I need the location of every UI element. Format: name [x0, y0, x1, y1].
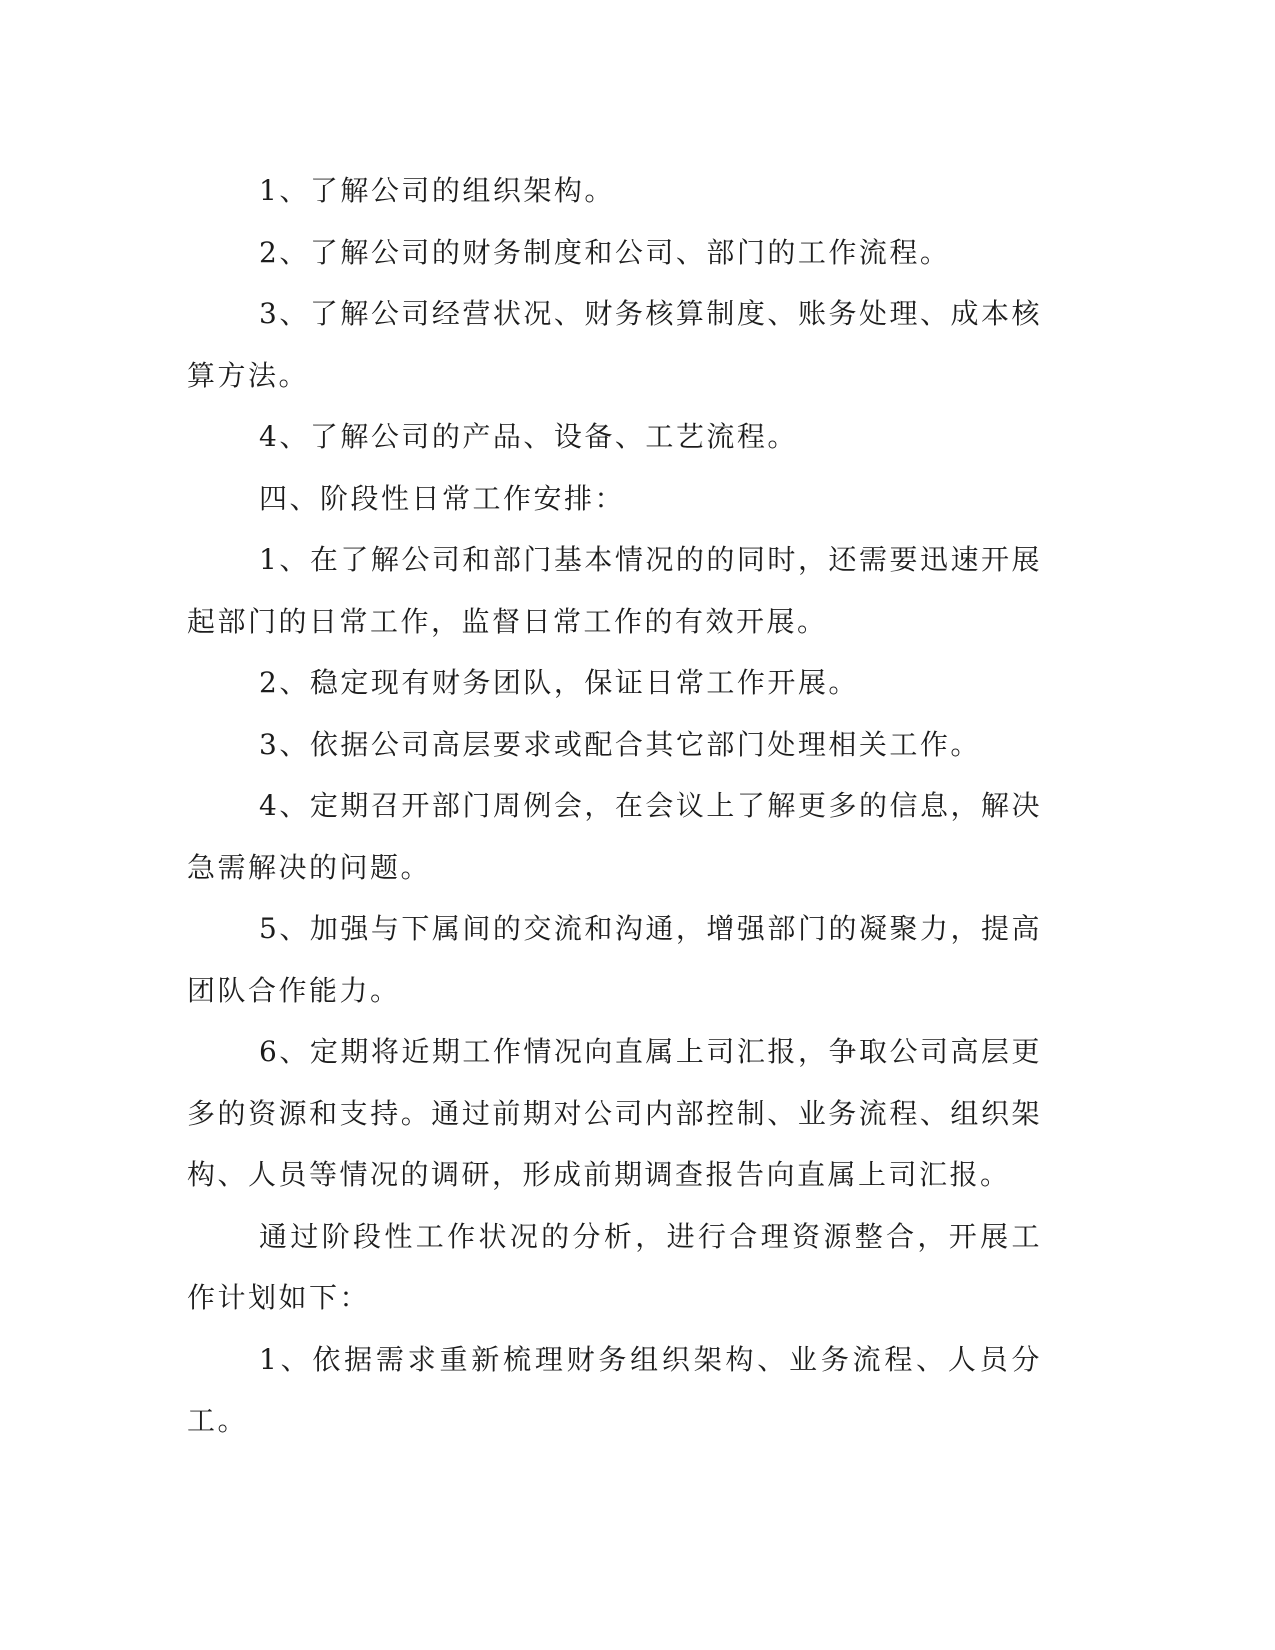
paragraph-stabilize-team: 2、稳定现有财务团队，保证日常工作开展。 — [259, 666, 859, 699]
paragraph-weekly-meeting: 4、定期召开部门周例会，在会议上了解更多的信息，解决急需解决的问题。 — [187, 789, 1042, 884]
section-heading-daily-work: 四、阶段性日常工作安排： — [259, 481, 626, 515]
paragraph-analysis-plan: 通过阶段性工作状况的分析，进行合理资源整合，开展工作计划如下： — [187, 1219, 1042, 1314]
document-body — [187, 160, 1042, 1452]
paragraph-reorganize-finance: 1、依据需求重新梳理财务组织架构、业务流程、人员分工。 — [187, 1342, 1042, 1437]
paragraph-understand-products: 4、了解公司的产品、设备、工艺流程。 — [259, 420, 798, 453]
paragraph-report-to-superior: 6、定期将近期工作情况向直属上司汇报，争取公司高层更多的资源和支持。通过前期对公司内部控制、业务流程、组织架构、人员等情况的调研，形成前期调查报告向直属上司汇报。 — [187, 1035, 1042, 1191]
paragraph-daily-work-start: 1、在了解公司和部门基本情况的的同时，还需要迅速开展起部门的日常工作，监督日常工作的有效开展。 — [187, 543, 1042, 638]
paragraph-understand-finance-system: 2、了解公司的财务制度和公司、部门的工作流程。 — [259, 235, 951, 269]
paragraph-understand-org-structure: 1、了解公司的组织架构。 — [259, 174, 615, 207]
paragraph-cooperate-departments: 3、依据公司高层要求或配合其它部门处理相关工作。 — [259, 727, 981, 761]
paragraph-communication: 5、加强与下属间的交流和沟通，增强部门的凝聚力，提高团队合作能力。 — [187, 912, 1042, 1007]
paragraph-understand-operations: 3、了解公司经营状况、财务核算制度、账务处理、成本核算方法。 — [187, 297, 1042, 392]
